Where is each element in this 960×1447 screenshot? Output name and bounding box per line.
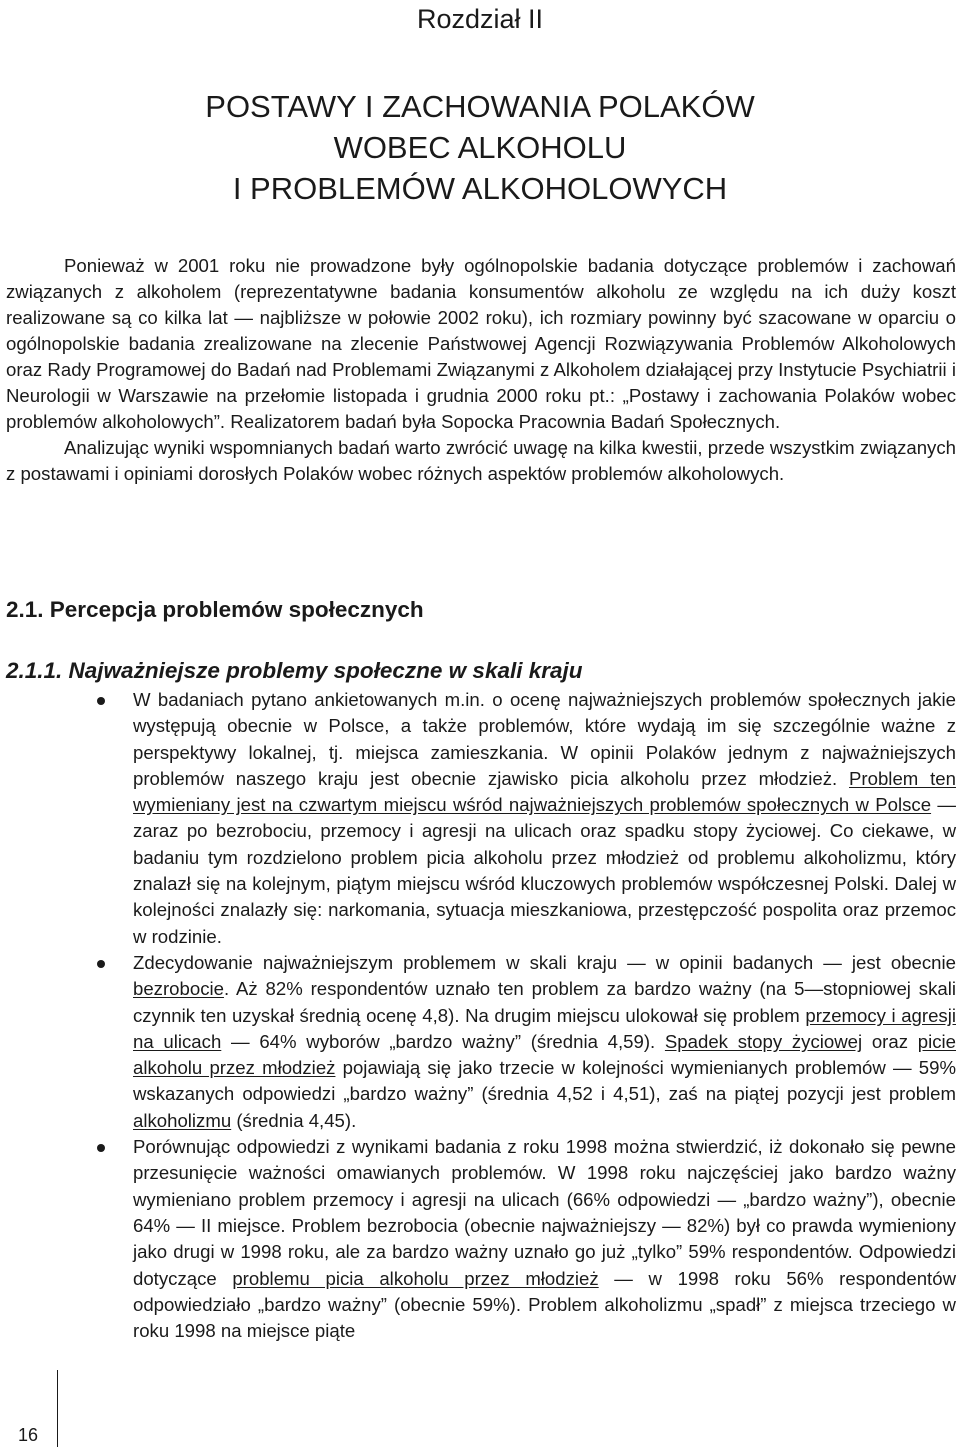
bullet-2-underlined-4: picie alkoholu przez młodzież — [133, 1030, 956, 1079]
bullet-2-underlined-5: alkoholizmu — [133, 1109, 232, 1131]
bullet-item-2 — [0, 950, 956, 1134]
bullet-3-text-1: Porównując odpowiedzi z wynikami badania z roku 1998 można stwierdzić, iż dokonało się pewne przesunięcie ważności omawianych problemów. W 1998 roku najczęściej jako bardzo ważny wymieniano problem przemocy i agresji na ulicach (66% odpowiedzi — „bardzo ważny”), obecnie 64% — II miejsce. Problem bezrobocia (obecnie najważniejszy — 82%) był co prawda wymieniony jako drugi w 1998 roku, ale za bardzo ważny uznało go już „tylko” 59% respondentów. Odpowiedzi dotyczące — [133, 1136, 956, 1289]
bullet-item-1 — [0, 687, 956, 950]
bullet-icon — [97, 1144, 105, 1152]
bullet-2-underlined-1: bezrobocie — [133, 978, 224, 1000]
bullet-2-text-2: . Aż 82% respondentów uznało ten problem za bardzo ważny (na 5—stopniowej skali czynnik ten uzyskał średnią ocenę 4,8). Na drugim miejscu ulokował się problem — [133, 978, 956, 1026]
bullet-2-text-6: (średnia 4,45). — [231, 1109, 357, 1131]
subsection-heading: 2.1.1. Najważniejsze problemy społeczne w skali kraju — [6, 658, 583, 683]
bullet-icon — [97, 697, 105, 705]
section-heading: 2.1. Percepcja problemów społecznych — [6, 597, 424, 622]
intro-paragraph-1: Ponieważ w 2001 roku nie prowadzone były ogólnopolskie badania dotyczące problemów i zachowań związanych z alkoholem (reprezentatywne badania konsumentów alkoholu ze względu na ich duży koszt realizowane są co kilka lat — najbliższe w połowie 2002 roku), ich rozmiary powinny być szacowane w oparciu o ogólnopolskie badania zrealizowane na zlecenie Państwowej Agencji Rozwiązywania Problemów Alkoholowych oraz Rady Programowej do Badań nad Problemami Związanymi z Alkoholem działającej przy Instytucie Psychiatrii i Neurologii w Warszawie na przełomie listopada i grudnia 2000 roku pt.: „Postawy i zachowania Polaków wobec problemów alkoholowych”. Realizatorem badań była Sopocka Pracownia Badań Społecznych. — [6, 255, 956, 432]
bullet-1-text-2: — zaraz po bezrobociu, przemocy i agresji na ulicach oraz spadku stopy życiowej. Co ciekawe, w badaniu tym rozdzielono problem picia alkoholu przez młodzież od problemu alkoholizmu, który znalazł się na kolejnym, piątym miejscu wśród kluczowych problemów współczesnej Polski. Dalej w kolejności znalazły się: narkomania, sytuacja mieszkaniowa, przestępczość pospolita oraz przemoc w rodzinie. — [133, 794, 956, 947]
bullet-icon — [97, 960, 105, 968]
bullet-2-text-5: pojawiają się jako trzecie w kolejności wymienianych problemów — 59% wskazanych odpowiedzi „bardzo ważny” (średnia 4,52 i 4,51), zaś na piątej pozycji jest problem — [133, 1057, 956, 1105]
bullet-item-3 — [0, 1134, 956, 1344]
bullet-3-underlined-1: problemu picia alkoholu przez młodzież — [232, 1267, 599, 1289]
bullet-list — [0, 687, 956, 1344]
bullet-2-text-3: — 64% wyborów „bardzo ważny” (średnia 4,59). — [221, 1030, 665, 1052]
bullet-2-text-1: Zdecydowanie najważniejszym problemem w skali kraju — w opinii badanych — jest obecnie — [133, 951, 956, 973]
chapter-title-line-2: WOBEC ALKOHOLU — [333, 130, 627, 165]
bullet-2-text-4: oraz — [862, 1030, 918, 1052]
bullet-1-underlined-1: Problem ten wymieniany jest na czwartym miejscu wśród najważniejszych problemów społecznych w Polsce — [133, 767, 956, 816]
chapter-label: Rozdział II — [416, 4, 544, 34]
bullet-3-text-2: — w 1998 roku 56% respondentów odpowiedziało „bardzo ważny” (obecnie 59%). Problem alkoholizmu „spadł” z miejsca trzeciego w roku 1998 na miejsce piąte — [133, 1267, 956, 1342]
bullet-2-underlined-3: Spadek stopy życiowej — [664, 1030, 863, 1052]
chapter-title — [0, 86, 960, 209]
page-number: 16 — [18, 1425, 39, 1445]
intro-paragraph-2: Analizując wyniki wspomnianych badań warto zwrócić uwagę na kilka kwestii, przede wszystkim związanych z postawami i opiniami dorosłych Polaków wobec różnych aspektów problemów alkoholowych. — [6, 437, 956, 484]
intro-text — [6, 253, 956, 487]
chapter-title-line-1: POSTAWY I ZACHOWANIA POLAKÓW — [205, 89, 755, 124]
bullet-1-text-1: W badaniach pytano ankietowanych m.in. o ocenę najważniejszych problemów społecznych jakie występują obecnie w Polsce, a także problemów, które wydają im się szczególnie ważne z perspektywy lokalnej, tj. miejsca zamieszkania. W opinii Polaków jednym z najważniejszych problemów naszego kraju jest obecnie zjawisko picia alkoholu przez młodzież. — [133, 689, 956, 789]
chapter-title-line-3: I PROBLEMÓW ALKOHOLOWYCH — [232, 171, 728, 206]
margin-rule — [57, 1370, 58, 1447]
bullet-2-underlined-2: przemocy i agresji na ulicach — [133, 1004, 956, 1052]
